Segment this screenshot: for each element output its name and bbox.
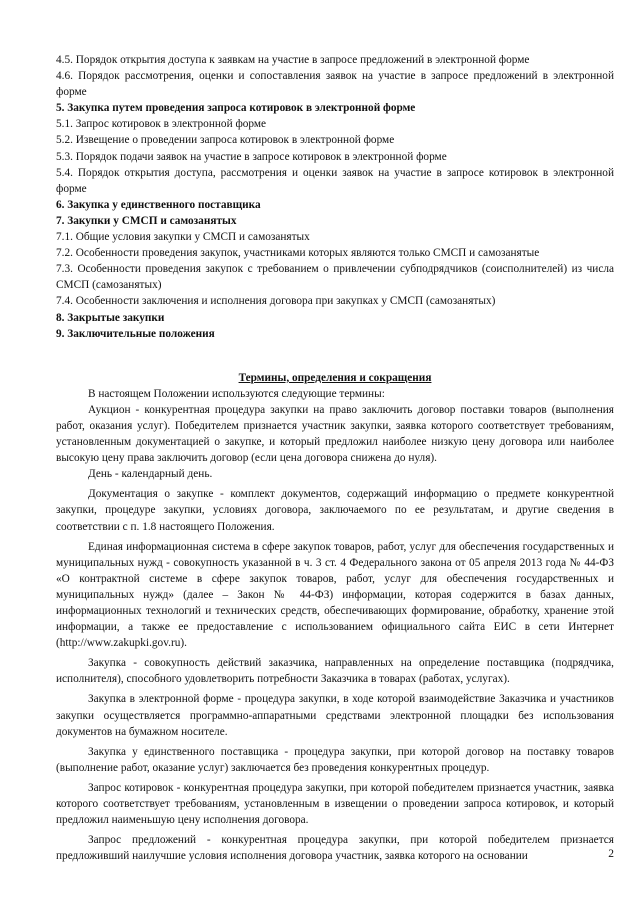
section-title: Термины, определения и сокращения [238,371,432,384]
paragraph: Закупка у единственного поставщика - процедура закупки, при которой договор на поставку товаров (выполнение работ, оказание услуг) заключается без проведения конкурентных процедур. [56,745,614,774]
toc-item: 7.1. Общие условия закупки у СМСП и самозанятых [56,231,310,244]
toc-item: 7.3. Особенности проведения закупок с требованием о привлечении субподрядчиков (соисполнителей) из числа СМСП (самозанятых) [56,263,614,292]
toc-item: 7. Закупки у СМСП и самозанятых [56,214,237,227]
document-body [56,386,614,865]
paragraph: Запрос предложений - конкурентная процедура закупки, при которой победителем признается предложивший наилучшие условия исполнения договора участник, заявка которого на основании [56,834,614,863]
toc-item: 4.6. Порядок рассмотрения, оценки и сопоставления заявок на участие в запросе предложений в электронной форме [56,70,614,99]
toc-item: 9. Заключительные положения [56,327,215,340]
paragraph: Запрос котировок - конкурентная процедура закупки, при которой победителем признается участник, заявка которого соответствует требованиям, установленным в извещении о проведении запроса котировок, и который предложил наименьшую цену исполнения договора. [56,781,614,827]
table-of-contents [56,52,614,342]
paragraph: День - календарный день. [88,468,213,481]
toc-item: 8. Закрытые закупки [56,311,165,324]
toc-item: 7.4. Особенности заключения и исполнения договора при закупках у СМСП (самозанятых) [56,295,496,308]
paragraph: Закупка в электронной форме - процедура закупки, в ходе которой взаимодействие Заказчика и участников закупки осуществляется программно-аппаратными средствами электронной площадки без использования документов на бумажном носителе. [56,693,614,738]
paragraph: Аукцион - конкурентная процедура закупки на право заключить договор поставки товаров (выполнения работ, оказания услуг). Победителем признается участник закупки, заявка которого соответствует требованиям, установленным документацией о закупке, и который предложил наиболее низкую цену договора или наиболее высокую цену права заключить договор (если цена договора снижена до нуля). [56,403,614,465]
toc-item: 5.2. Извещение о проведении запроса котировок в электронной форме [56,134,395,147]
toc-item: 5.3. Порядок подачи заявок на участие в запросе котировок в электронной форме [56,150,447,163]
paragraph: В настоящем Положении используются следующие термины: [88,387,385,400]
paragraph: Закупка - совокупность действий заказчика, направленных на определение поставщика (подрядчика, исполнителя), способного удовлетворить потребности Заказчика в товарах (работах, услугах). [56,657,614,686]
document-page [56,52,614,864]
toc-item: 6. Закупка у единственного поставщика [56,198,261,211]
toc-item: 5. Закупка путем проведения запроса котировок в электронной форме [56,102,416,115]
toc-item: 5.1. Запрос котировок в электронной форме [56,118,267,131]
paragraph: Документация о закупке - комплект документов, содержащий информацию о предмете конкурентной закупки, процедуре закупки, условиях договора, заключаемого по ее результатам, и другие сведения в соответствии с п. 1.8 настоящего Положения. [56,488,614,533]
toc-item: 7.2. Особенности проведения закупок, участниками которых являются только СМСП и самозанятые [56,247,540,260]
toc-item: 4.5. Порядок открытия доступа к заявкам на участие в запросе предложений в электронной форме [56,54,530,66]
paragraph: Единая информационная система в сфере закупок товаров, работ, услуг для обеспечения государственных и муниципальных нужд - совокупность указанной в ч. 3 ст. 4 Федерального закона от 05 апреля 2013 года № 44-ФЗ «О контрактной системе в сфере закупок товаров, работ, услуг для обеспечения государственных и муниципальных нужд» (далее – Закон № 44-ФЗ) информации, которая содержится в базах данных, информационных технологий и технических средств, обеспечивающих формирование, обработку, хранение этой информации, а также ее предоставление с использованием официального сайта ЕИС в сети Интернет (http://www.zakupki.gov.ru). [56,540,614,650]
toc-item: 5.4. Порядок открытия доступа, рассмотрения и оценки заявок на участие в запросе котировок в электронной форме [56,166,614,195]
page-number: 2 [608,848,614,860]
